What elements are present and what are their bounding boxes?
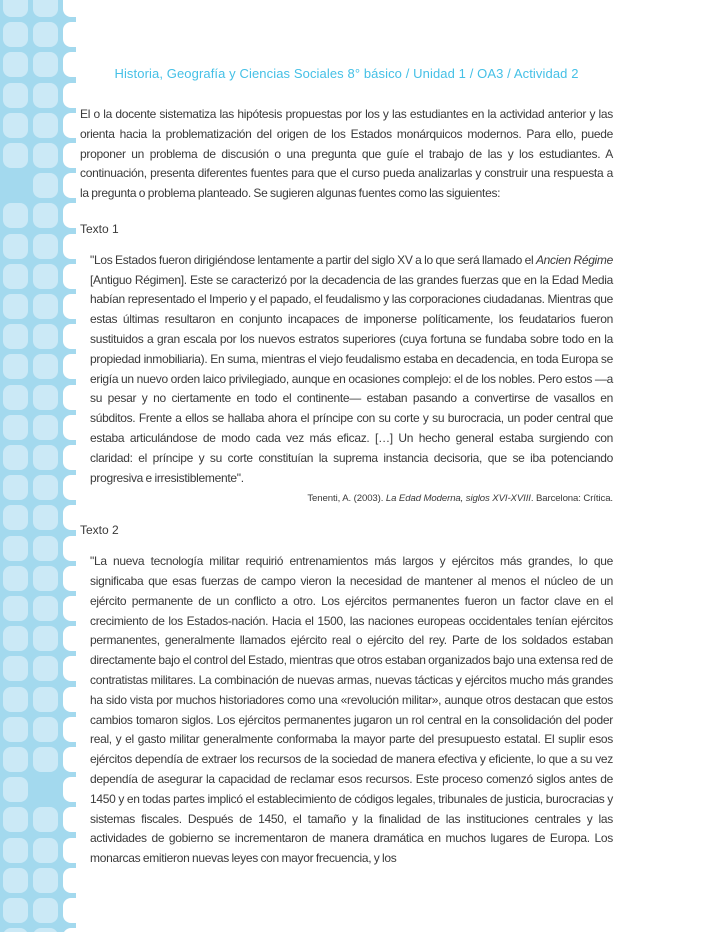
citation-author: Tenenti, A. (2003). (307, 493, 386, 505)
band-pattern-square (33, 324, 58, 349)
band-pattern-square (3, 475, 28, 500)
band-pattern-square (33, 234, 58, 259)
band-pattern-square (3, 234, 28, 259)
band-pattern-square (3, 113, 28, 138)
band-pattern-square (33, 777, 58, 802)
band-pattern-square (3, 596, 28, 621)
band-pattern-square (3, 264, 28, 289)
texto1-citation (80, 492, 613, 505)
band-edge-square (63, 868, 88, 893)
band-pattern-square (3, 0, 28, 17)
band-pattern-square (3, 415, 28, 440)
band-pattern-square (33, 928, 58, 932)
band-pattern-square (33, 747, 58, 772)
band-pattern-square (33, 656, 58, 681)
texto1-quote-start: "Los Estados fueron dirigiéndose lentamente a partir del siglo XV a lo que será llamado el (90, 252, 536, 267)
band-pattern-square (33, 52, 58, 77)
band-pattern-square (3, 928, 28, 932)
band-pattern-square (33, 203, 58, 228)
band-pattern-square (33, 143, 58, 168)
band-pattern-square (33, 868, 58, 893)
band-pattern-square (3, 52, 28, 77)
band-pattern-square (3, 83, 28, 108)
citation-book-title: La Edad Moderna, siglos XVI-XVIII (385, 493, 531, 505)
texto1-quote-end: [Antiguo Régimen]. Este se caracterizó por la decadencia de las grandes fuerzas que en la Edad Media habían representado el Imperio y el papado, el feudalismo y las corporaciones ciudadanas. Mientras que estas últimas resultaron en conjunto incapaces de imponerse políticamente, los feudatarios fueron sustituidos a gran escala por los nuevos estratos superiores (cuya fortuna se fundaba sobre todo en la propiedad inmobiliaria). En suma, mientras el viejo feudalismo estaba en decadencia, en toda Europa se erigía un nuevo orden laico privilegiado, aunque en ocasiones complejo: el de los nobles. Pero estos —a su pesar y no ciertamente en todo el continente— estaban pasando a convertirse de vasallos en súbditos. Frente a ellos se hallaba ahora el príncipe con su corte y su burocracia, un poder central que estaba articulándose de modo cada vez más eficaz. […] Un hecho general estaba surgiendo con claridad: el príncipe y su corte constituían la suprema instancia decisoria, que se iba potenciando progresiva e irresistiblemente". (90, 272, 613, 485)
band-edge-square (63, 928, 88, 932)
band-pattern-square (33, 596, 58, 621)
band-pattern-square (3, 294, 28, 319)
band-pattern-square (33, 838, 58, 863)
band-pattern-square (33, 0, 58, 17)
band-pattern-square (33, 113, 58, 138)
band-pattern-square (33, 505, 58, 530)
texto1-label: Texto 1 (80, 221, 119, 236)
band-edge-square (63, 898, 88, 923)
decorative-side-band (0, 0, 76, 932)
band-pattern-square (3, 173, 28, 198)
band-pattern-square (3, 747, 28, 772)
citation-publisher: . Barcelona: Crítica. (530, 493, 613, 505)
band-pattern-square (3, 807, 28, 832)
band-pattern-square (3, 385, 28, 410)
page-content (80, 0, 613, 869)
band-pattern-square (3, 445, 28, 470)
texto2-quote: "La nueva tecnología militar requirió entrenamientos más largos y ejércitos más grandes, lo que significaba que esas fuerzas de campo vieron la necesidad de mantener al menos el núcleo de un ejército permanente de un conflicto a otro. Los ejércitos permanentes fueron un factor clave en el crecimiento de los Estados-nación. Hacia el 1500, las naciones europeas occidentales tenían ejércitos permanentes, generalmente llamados ejército real o ejército del rey. Parte de los soldados estaban directamente bajo el control del Estado, mientras que otros estaban organizados bajo una extensa red de contratistas militares. La combinación de nuevas armas, nuevas tácticas y ejércitos mucho más grandes ha sido vista por muchos historiadores como una «revolución militar», aunque otros destacan que estos cambios tomaron siglos. Los ejércitos permanentes jugaron un rol central en la consolidación del poder real, y el gasto militar generalmente conformaba la mayor parte del presupuesto estatal. El suplir esos ejércitos dependía de extraer los recursos de la sociedad de manera efectiva y eficiente, lo que a su vez dependía de asegurar la capacidad de reclamar esos recursos. Este proceso comenzó siglos antes de 1450 y en todas partes implicó el establecimiento de códigos legales, tribunales de justicia, burocracias y sistemas fiscales. Después de 1450, el tamaño y la finalidad de las instituciones centrales y las actividades de gobierno se incrementaron de manera dramática en muchos lugares de Europa. Los monarcas emitieron nuevas leyes con mayor frecuencia, y los (90, 554, 613, 866)
band-pattern-square (3, 354, 28, 379)
texto1-quote (90, 251, 613, 489)
band-pattern-square (3, 203, 28, 228)
texto2-label: Texto 2 (80, 523, 119, 538)
band-pattern-square (33, 536, 58, 561)
band-pattern-square (3, 324, 28, 349)
band-pattern-square (3, 626, 28, 651)
band-pattern-square (33, 385, 58, 410)
texto1-quote-italic-term: Ancien Régime (535, 252, 613, 267)
band-pattern-square (3, 838, 28, 863)
band-pattern-square (33, 22, 58, 47)
band-pattern-square (3, 717, 28, 742)
band-pattern-square (3, 656, 28, 681)
intro-paragraph: El o la docente sistematiza las hipótesis propuestas por los y las estudiantes en la actividad anterior y las orienta hacia la problematización del origen de los Estados monárquicos modernos. Para ello, puede proponer un problema de discusión o una pregunta que guíe el trabajo de las y los estudiantes. A continuación, presenta diferentes fuentes para que el curso pueda analizarlas y construir una respuesta a la pregunta o problema planteado. Se sugieren algunas fuentes como las siguientes: (80, 107, 613, 201)
band-pattern-square (33, 687, 58, 712)
band-pattern-square (33, 566, 58, 591)
breadcrumb: Historia, Geografía y Ciencias Sociales 8° básico / Unidad 1 / OA3 / Actividad 2 (114, 66, 579, 81)
band-pattern-square (33, 264, 58, 289)
band-pattern-square (33, 626, 58, 651)
band-pattern-square (3, 566, 28, 591)
band-pattern-square (33, 294, 58, 319)
band-pattern-square (33, 354, 58, 379)
band-pattern-square (33, 173, 58, 198)
band-pattern-square (33, 807, 58, 832)
band-pattern-square (3, 777, 28, 802)
band-pattern-square (33, 475, 58, 500)
band-pattern-square (33, 898, 58, 923)
band-pattern-square (3, 868, 28, 893)
band-pattern-square (33, 717, 58, 742)
band-pattern-square (3, 505, 28, 530)
band-pattern-square (3, 687, 28, 712)
band-pattern-square (3, 143, 28, 168)
band-pattern-square (3, 536, 28, 561)
band-pattern-square (3, 898, 28, 923)
band-pattern-square (33, 445, 58, 470)
band-pattern-square (33, 83, 58, 108)
band-pattern-square (33, 415, 58, 440)
band-pattern-square (3, 22, 28, 47)
